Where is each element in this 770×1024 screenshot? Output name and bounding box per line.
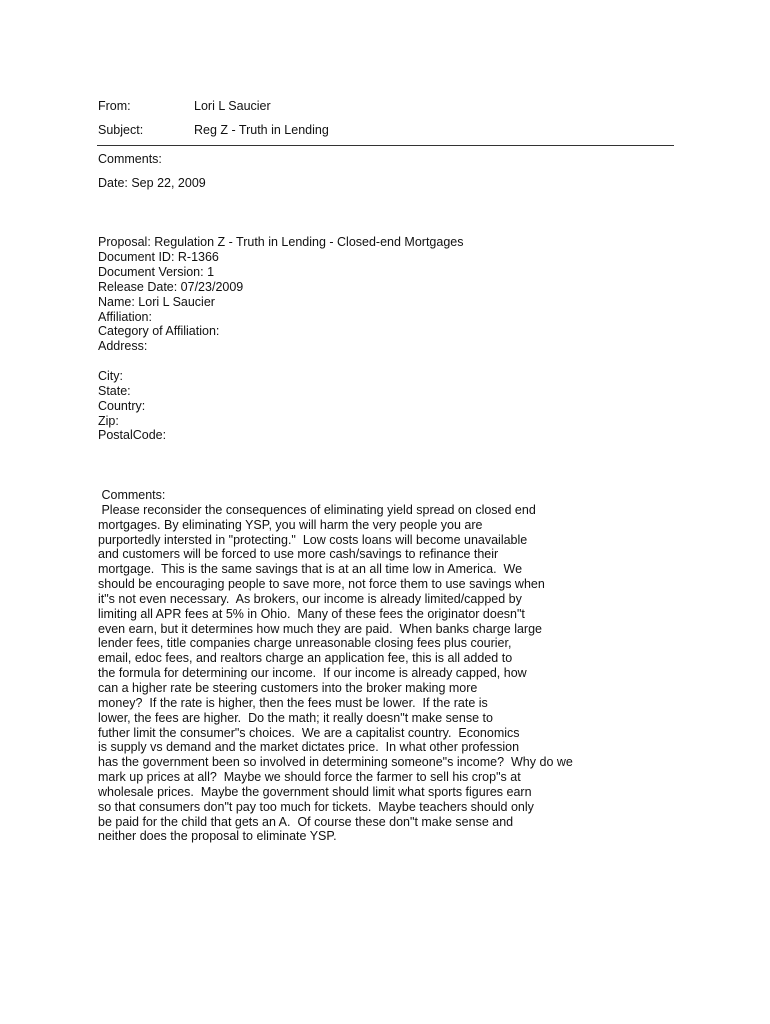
release-date-line: Release Date: 07/23/2009 bbox=[98, 280, 244, 294]
body-line: has the government been so involved in determining someone"s income? Why do we bbox=[98, 755, 573, 770]
body-line: limiting all APR fees at 5% in Ohio. Many of these fees the originator doesn"t bbox=[98, 606, 525, 621]
document-version-line: Document Version: 1 bbox=[98, 265, 215, 279]
affiliation-line: Affiliation: bbox=[98, 310, 152, 324]
body-line: mortgages. By eliminating YSP, you will harm the very people you are bbox=[98, 517, 483, 532]
body-line: wholesale prices. Maybe the government should limit what sports figures earn bbox=[98, 784, 532, 799]
body-line: mark up prices at all? Maybe we should force the farmer to sell his crop"s at bbox=[98, 770, 521, 785]
date-line: Date: Sep 22, 2009 bbox=[98, 176, 206, 190]
header-divider bbox=[97, 145, 674, 146]
body-line: even earn, but it determines how much they are paid. When banks charge large bbox=[98, 621, 543, 636]
document-id-line: Document ID: R-1366 bbox=[98, 250, 219, 264]
body-line: the formula for determining our income. If our income is already capped, how bbox=[98, 666, 527, 681]
body-line: Comments: bbox=[98, 488, 166, 502]
body-line: can a higher rate be steering customers into the broker making more bbox=[98, 680, 478, 695]
comments-label: Comments: bbox=[98, 152, 162, 166]
body-line: be paid for the child that gets an A. Of course these don"t make sense and bbox=[98, 814, 514, 829]
zip-line: Zip: bbox=[98, 414, 119, 428]
body-line: and customers will be forced to use more cash/savings to refinance their bbox=[98, 547, 499, 562]
body-line: purportedly intersted in "protecting." Low costs loans will become unavailable bbox=[98, 532, 528, 547]
body-line: email, edoc fees, and realtors charge an application fee, this is all added to bbox=[98, 651, 513, 666]
body-line: lender fees, title companies charge unreasonable closing fees plus courier, bbox=[98, 636, 512, 651]
comment-body bbox=[98, 488, 718, 844]
state-line: State: bbox=[98, 384, 131, 398]
body-line: mortgage. This is the same savings that is at an all time low in America. We bbox=[98, 562, 523, 577]
body-line: is supply vs demand and the market dictates price. In what other profession bbox=[98, 740, 520, 755]
country-line: Country: bbox=[98, 399, 146, 413]
body-line: Please reconsider the consequences of eliminating yield spread on closed end bbox=[98, 502, 536, 517]
postal-code-line: PostalCode: bbox=[98, 428, 167, 442]
subject-label: Subject: bbox=[98, 123, 144, 137]
body-line: futher limit the consumer"s choices. We are a capitalist country. Economics bbox=[98, 725, 520, 740]
from-value: Lori L Saucier bbox=[194, 99, 271, 113]
subject-value: Reg Z - Truth in Lending bbox=[194, 123, 329, 137]
body-line: should be encouraging people to save more, not force them to use savings when bbox=[98, 577, 545, 592]
address-line: Address: bbox=[98, 339, 148, 353]
body-line: so that consumers don"t pay too much for tickets. Maybe teachers should only bbox=[98, 799, 534, 814]
body-line: it"s not even necessary. As brokers, our income is already limited/capped by bbox=[98, 591, 522, 606]
body-line: neither does the proposal to eliminate YSP. bbox=[98, 829, 337, 844]
body-line: money? If the rate is higher, then the fees must be lower. If the rate is bbox=[98, 695, 488, 710]
category-line: Category of Affiliation: bbox=[98, 324, 220, 338]
name-line: Name: Lori L Saucier bbox=[98, 295, 215, 309]
body-line: lower, the fees are higher. Do the math; it really doesn"t make sense to bbox=[98, 710, 493, 725]
city-line: City: bbox=[98, 369, 123, 383]
from-label: From: bbox=[98, 99, 131, 113]
proposal-line: Proposal: Regulation Z - Truth in Lending - Closed-end Mortgages bbox=[98, 235, 464, 249]
